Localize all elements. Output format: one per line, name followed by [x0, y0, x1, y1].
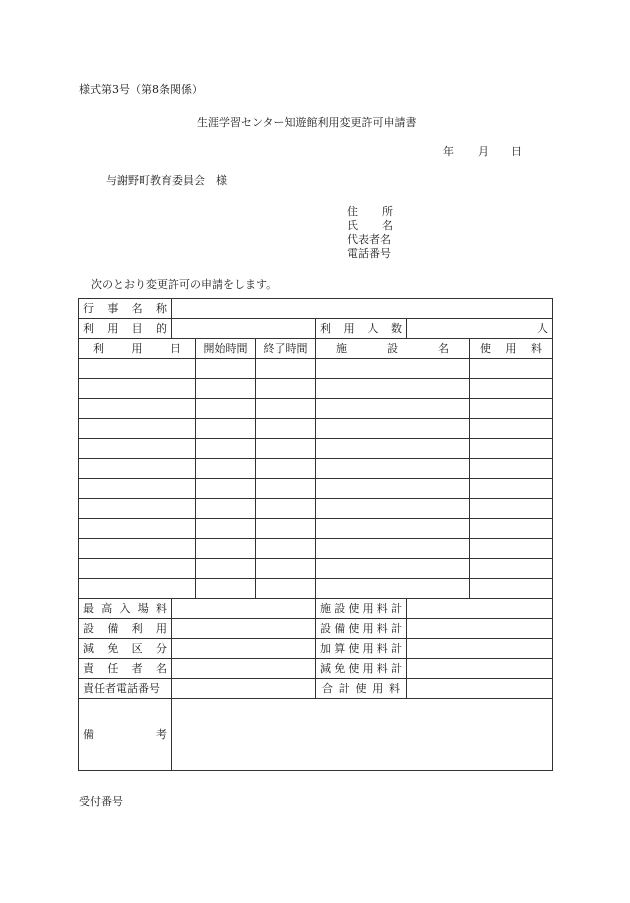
table-row	[79, 499, 553, 519]
table-row	[79, 399, 553, 419]
equipment-use-field[interactable]	[172, 619, 316, 639]
facility-cell[interactable]	[316, 459, 470, 479]
exempt-fee-total-label: 減 免 使 用 料 計	[316, 659, 407, 679]
date-cell[interactable]	[79, 559, 196, 579]
start-cell[interactable]	[196, 439, 256, 459]
person-unit: 人	[537, 321, 548, 335]
fee-cell[interactable]	[470, 399, 553, 419]
end-cell[interactable]	[256, 559, 316, 579]
facility-cell[interactable]	[316, 379, 470, 399]
table-row	[79, 539, 553, 559]
col-start-time: 開始時間	[196, 339, 256, 359]
phone-label: 電話番号	[347, 247, 391, 260]
start-cell[interactable]	[196, 419, 256, 439]
start-cell[interactable]	[196, 459, 256, 479]
end-cell[interactable]	[256, 419, 316, 439]
facility-cell[interactable]	[316, 439, 470, 459]
addressee: 与謝野町教育委員会 様	[106, 174, 227, 187]
equipment-use-label: 設 備 利 用	[79, 619, 172, 639]
facility-fee-total-label: 施 設 使 用 料 計	[316, 599, 407, 619]
table-row	[79, 519, 553, 539]
end-cell[interactable]	[256, 359, 316, 379]
end-cell[interactable]	[256, 459, 316, 479]
additional-fee-total-label: 加 算 使 用 料 計	[316, 639, 407, 659]
table-row	[79, 479, 553, 499]
start-cell[interactable]	[196, 519, 256, 539]
date-day-label: 日	[511, 145, 522, 158]
facility-cell[interactable]	[316, 539, 470, 559]
date-cell[interactable]	[79, 379, 196, 399]
start-cell[interactable]	[196, 399, 256, 419]
fee-cell[interactable]	[470, 359, 553, 379]
receipt-number-label: 受付番号	[79, 795, 123, 808]
end-cell[interactable]	[256, 479, 316, 499]
fee-cell[interactable]	[470, 499, 553, 519]
table-row	[79, 379, 553, 399]
date-cell[interactable]	[79, 479, 196, 499]
facility-cell[interactable]	[316, 559, 470, 579]
facility-cell[interactable]	[316, 399, 470, 419]
purpose-field[interactable]	[172, 319, 316, 339]
date-cell[interactable]	[79, 459, 196, 479]
page-title: 生涯学習センター知遊館利用変更許可申請書	[197, 116, 417, 129]
responsible-phone-label: 責任者電話番号	[79, 679, 172, 699]
purpose-label: 利 用 目 的	[79, 319, 172, 339]
responsible-person-label: 責 任 者 名	[79, 659, 172, 679]
table-row	[79, 439, 553, 459]
responsible-person-field[interactable]	[172, 659, 316, 679]
event-name-label: 行 事 名 称	[79, 299, 172, 319]
additional-fee-total-field[interactable]	[407, 639, 553, 659]
start-cell[interactable]	[196, 499, 256, 519]
reduction-category-field[interactable]	[172, 639, 316, 659]
table-row	[79, 579, 553, 599]
fee-cell[interactable]	[470, 479, 553, 499]
facility-cell[interactable]	[316, 479, 470, 499]
facility-cell[interactable]	[316, 519, 470, 539]
name-label: 氏 名	[347, 219, 393, 232]
date-cell[interactable]	[79, 579, 196, 599]
attendees-field[interactable]	[407, 319, 553, 339]
col-usage-date: 利 用 日	[79, 339, 196, 359]
reduction-category-label: 減 免 区 分	[79, 639, 172, 659]
date-cell[interactable]	[79, 499, 196, 519]
end-cell[interactable]	[256, 379, 316, 399]
date-month-label: 月	[478, 145, 489, 158]
date-year-label: 年	[443, 145, 454, 158]
grand-total-field[interactable]	[407, 679, 553, 699]
facility-fee-total-field[interactable]	[407, 599, 553, 619]
table-row	[79, 559, 553, 579]
date-cell[interactable]	[79, 539, 196, 559]
remarks-label: 備 考	[79, 699, 172, 771]
fee-cell[interactable]	[470, 539, 553, 559]
max-admission-field[interactable]	[172, 599, 316, 619]
responsible-phone-field[interactable]	[172, 679, 316, 699]
date-cell[interactable]	[79, 399, 196, 419]
facility-cell[interactable]	[316, 579, 470, 599]
date-cell[interactable]	[79, 419, 196, 439]
fee-cell[interactable]	[470, 519, 553, 539]
table-row	[79, 419, 553, 439]
fee-cell[interactable]	[470, 559, 553, 579]
end-cell[interactable]	[256, 439, 316, 459]
application-table	[78, 298, 553, 771]
intro-text: 次のとおり変更許可の申請をします。	[91, 278, 278, 291]
start-cell[interactable]	[196, 359, 256, 379]
start-cell[interactable]	[196, 579, 256, 599]
start-cell[interactable]	[196, 559, 256, 579]
facility-cell[interactable]	[316, 419, 470, 439]
fee-cell[interactable]	[470, 379, 553, 399]
attendees-label: 利 用 人 数	[316, 319, 407, 339]
start-cell[interactable]	[196, 379, 256, 399]
col-facility-name: 施 設 名	[316, 339, 470, 359]
representative-label: 代表者名	[347, 233, 391, 246]
equipment-fee-total-label: 設 備 使 用 料 計	[316, 619, 407, 639]
fee-cell[interactable]	[470, 459, 553, 479]
col-fee: 使 用 料	[470, 339, 553, 359]
date-cell[interactable]	[79, 439, 196, 459]
grand-total-label: 合 計 使 用 料	[316, 679, 407, 699]
end-cell[interactable]	[256, 579, 316, 599]
address-label: 住 所	[347, 205, 393, 218]
start-cell[interactable]	[196, 479, 256, 499]
col-end-time: 終了時間	[256, 339, 316, 359]
table-row	[79, 459, 553, 479]
event-name-field[interactable]	[172, 299, 553, 319]
form-number: 様式第3号（第8条関係）	[79, 83, 203, 96]
remarks-field[interactable]	[172, 699, 553, 771]
exempt-fee-total-field[interactable]	[407, 659, 553, 679]
end-cell[interactable]	[256, 519, 316, 539]
max-admission-label: 最 高 入 場 料	[79, 599, 172, 619]
end-cell[interactable]	[256, 399, 316, 419]
equipment-fee-total-field[interactable]	[407, 619, 553, 639]
start-cell[interactable]	[196, 539, 256, 559]
fee-cell[interactable]	[470, 419, 553, 439]
fee-cell[interactable]	[470, 439, 553, 459]
date-cell[interactable]	[79, 519, 196, 539]
facility-cell[interactable]	[316, 499, 470, 519]
fee-cell[interactable]	[470, 579, 553, 599]
facility-cell[interactable]	[316, 359, 470, 379]
table-row	[79, 359, 553, 379]
date-cell[interactable]	[79, 359, 196, 379]
end-cell[interactable]	[256, 499, 316, 519]
end-cell[interactable]	[256, 539, 316, 559]
